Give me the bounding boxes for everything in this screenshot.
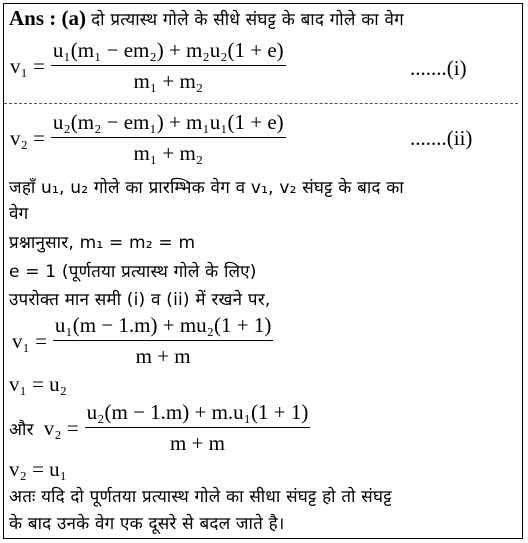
- equation-1: [10, 38, 286, 94]
- eq4-prefix: और: [9, 419, 34, 440]
- eq3-lhs: v₁ =: [12, 328, 47, 353]
- header-text: दो प्रत्यास्थ गोले के सीधे संघट्ट के बाद गोले का वेग: [91, 10, 404, 30]
- result-2: v₂ = u₁: [9, 457, 67, 481]
- eq4-denominator: m + m: [169, 431, 225, 455]
- eq3-numerator: u₁(m − 1.m) + mu₂(1 + 1): [53, 313, 273, 341]
- conclusion-line-2: के बाद उनके वेग एक दूसरे से बदल जाते है।: [9, 514, 285, 534]
- eq1-numerator: u₁(m₁ − em₂) + m₂u₂(1 + e): [51, 38, 286, 66]
- eq4-lhs: v₂ =: [43, 415, 79, 440]
- result-1: v₁ = u₂: [9, 372, 67, 396]
- eq2-reference: .......(ii): [410, 126, 473, 150]
- given-line-2: e = 1 (पूर्णतया प्रत्यास्थ गोले के लिए): [9, 262, 257, 282]
- substitute-line: उपरोक्त मान समी (i) व (ii) में रखने पर,: [9, 290, 271, 310]
- conclusion-line-1: अतः यदि दो पूर्णतया प्रत्यास्थ गोले का सीधा संघट्ट हो तो संघट्ट: [9, 487, 392, 507]
- equation-4: [9, 400, 310, 456]
- eq3-fraction: [53, 313, 273, 369]
- eq3-denominator: m + m: [135, 344, 191, 368]
- eq2-lhs: v₂ =: [10, 125, 45, 150]
- eq4-numerator: u₂(m − 1.m) + m.u₁(1 + 1): [85, 400, 311, 428]
- answer-header: [9, 6, 404, 31]
- eq2-numerator: u₂(m₂ − em₁) + m₁u₁(1 + e): [51, 110, 286, 138]
- given-line-1: प्रश्नानुसार, m₁ = m₂ = m: [9, 233, 196, 253]
- answer-label: Ans : (a): [9, 6, 86, 30]
- eq1-lhs: v₁ =: [10, 53, 45, 78]
- eq4-fraction: [85, 400, 311, 456]
- where-line-1: जहाँ u₁, u₂ गोले का प्रारम्भिक वेग व v₁, v₂ संघट्ट के बाद का: [9, 178, 404, 198]
- equation-3: [12, 313, 273, 369]
- where-line-2: वेग: [9, 204, 29, 224]
- eq2-fraction: [51, 110, 286, 166]
- eq1-fraction: [51, 38, 286, 94]
- eq1-reference: .......(i): [410, 56, 467, 80]
- equation-2: [10, 110, 286, 166]
- eq2-denominator: m₁ + m₂: [133, 141, 204, 165]
- eq1-denominator: m₁ + m₂: [133, 69, 204, 93]
- dashed-divider: [4, 103, 518, 104]
